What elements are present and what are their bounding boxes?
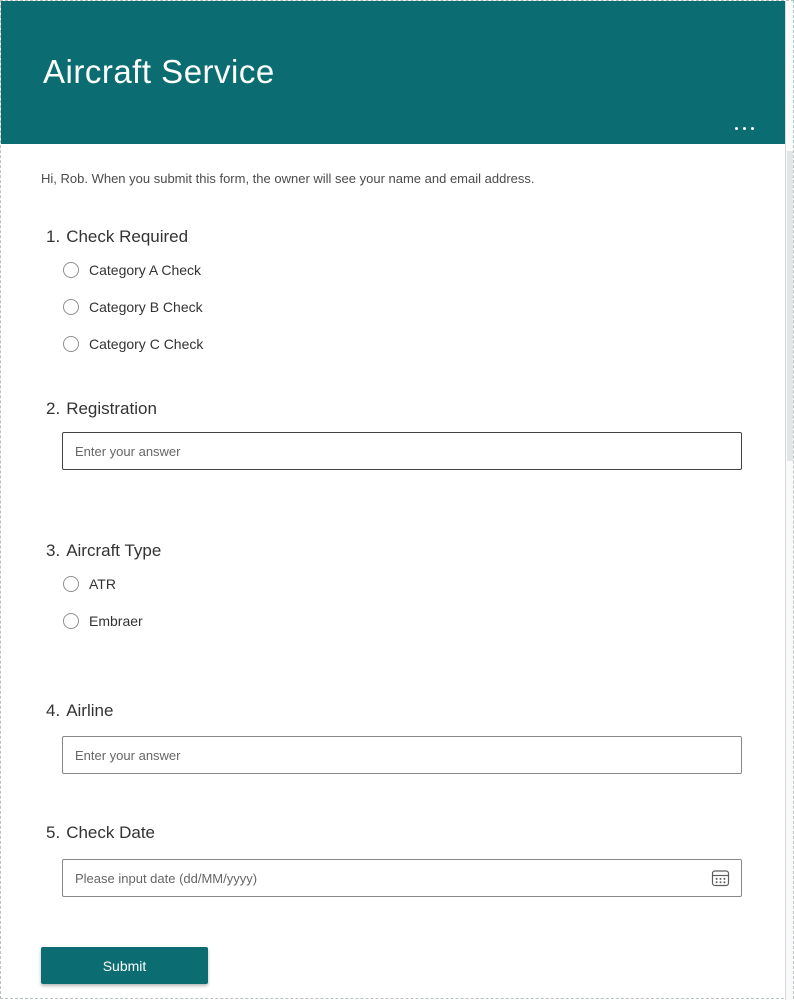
ellipsis-icon [751, 127, 754, 130]
question-number: 4. [46, 701, 61, 720]
question-number: 2. [46, 399, 61, 418]
radio-button[interactable] [63, 336, 79, 352]
question-check-required [1, 226, 788, 352]
radio-option-label: ATR [89, 576, 116, 592]
registration-input[interactable] [62, 432, 742, 470]
greeting-text: Hi, Rob. When you submit this form, the owner will see your name and email address. [41, 171, 535, 186]
radio-option-label: Category B Check [89, 299, 203, 315]
radio-button[interactable] [63, 262, 79, 278]
question-aircraft-type [1, 540, 788, 629]
scrollbar-track[interactable] [785, 1, 793, 1000]
calendar-icon[interactable] [710, 868, 731, 889]
radio-option[interactable] [63, 262, 788, 278]
radio-option-label: Category C Check [89, 336, 204, 352]
radio-button[interactable] [63, 613, 79, 629]
question-title [46, 226, 788, 248]
form-header [1, 1, 788, 144]
radio-option[interactable] [63, 336, 788, 352]
question-registration [1, 398, 788, 470]
question-number: 3. [46, 541, 61, 560]
form-title: Aircraft Service [43, 53, 275, 90]
question-airline [1, 700, 788, 774]
question-title-text: Registration [66, 399, 157, 418]
submit-button[interactable]: Submit [41, 947, 208, 984]
radio-option[interactable] [63, 613, 788, 629]
radio-button[interactable] [63, 576, 79, 592]
airline-input[interactable] [62, 736, 742, 774]
question-title-text: Airline [66, 701, 114, 720]
question-title [46, 700, 788, 722]
question-title-text: Check Required [66, 227, 189, 246]
scrollbar-thumb[interactable] [787, 151, 793, 461]
ellipsis-icon [735, 127, 738, 130]
more-options-button[interactable] [731, 123, 758, 134]
question-title-text: Check Date [66, 823, 156, 842]
radio-option[interactable] [63, 576, 788, 592]
date-field [62, 859, 742, 897]
question-check-date [1, 822, 788, 897]
form-page [1, 1, 788, 984]
radio-button[interactable] [63, 299, 79, 315]
check-date-input[interactable] [62, 859, 742, 897]
radio-option-label: Category A Check [89, 262, 202, 278]
radio-option-label: Embraer [89, 613, 143, 629]
question-title [46, 398, 788, 420]
question-title-text: Aircraft Type [66, 541, 162, 560]
question-title [46, 822, 788, 844]
ellipsis-icon [743, 127, 746, 130]
radio-option[interactable] [63, 299, 788, 315]
question-number: 1. [46, 227, 61, 246]
question-title [46, 540, 788, 562]
question-number: 5. [46, 823, 61, 842]
